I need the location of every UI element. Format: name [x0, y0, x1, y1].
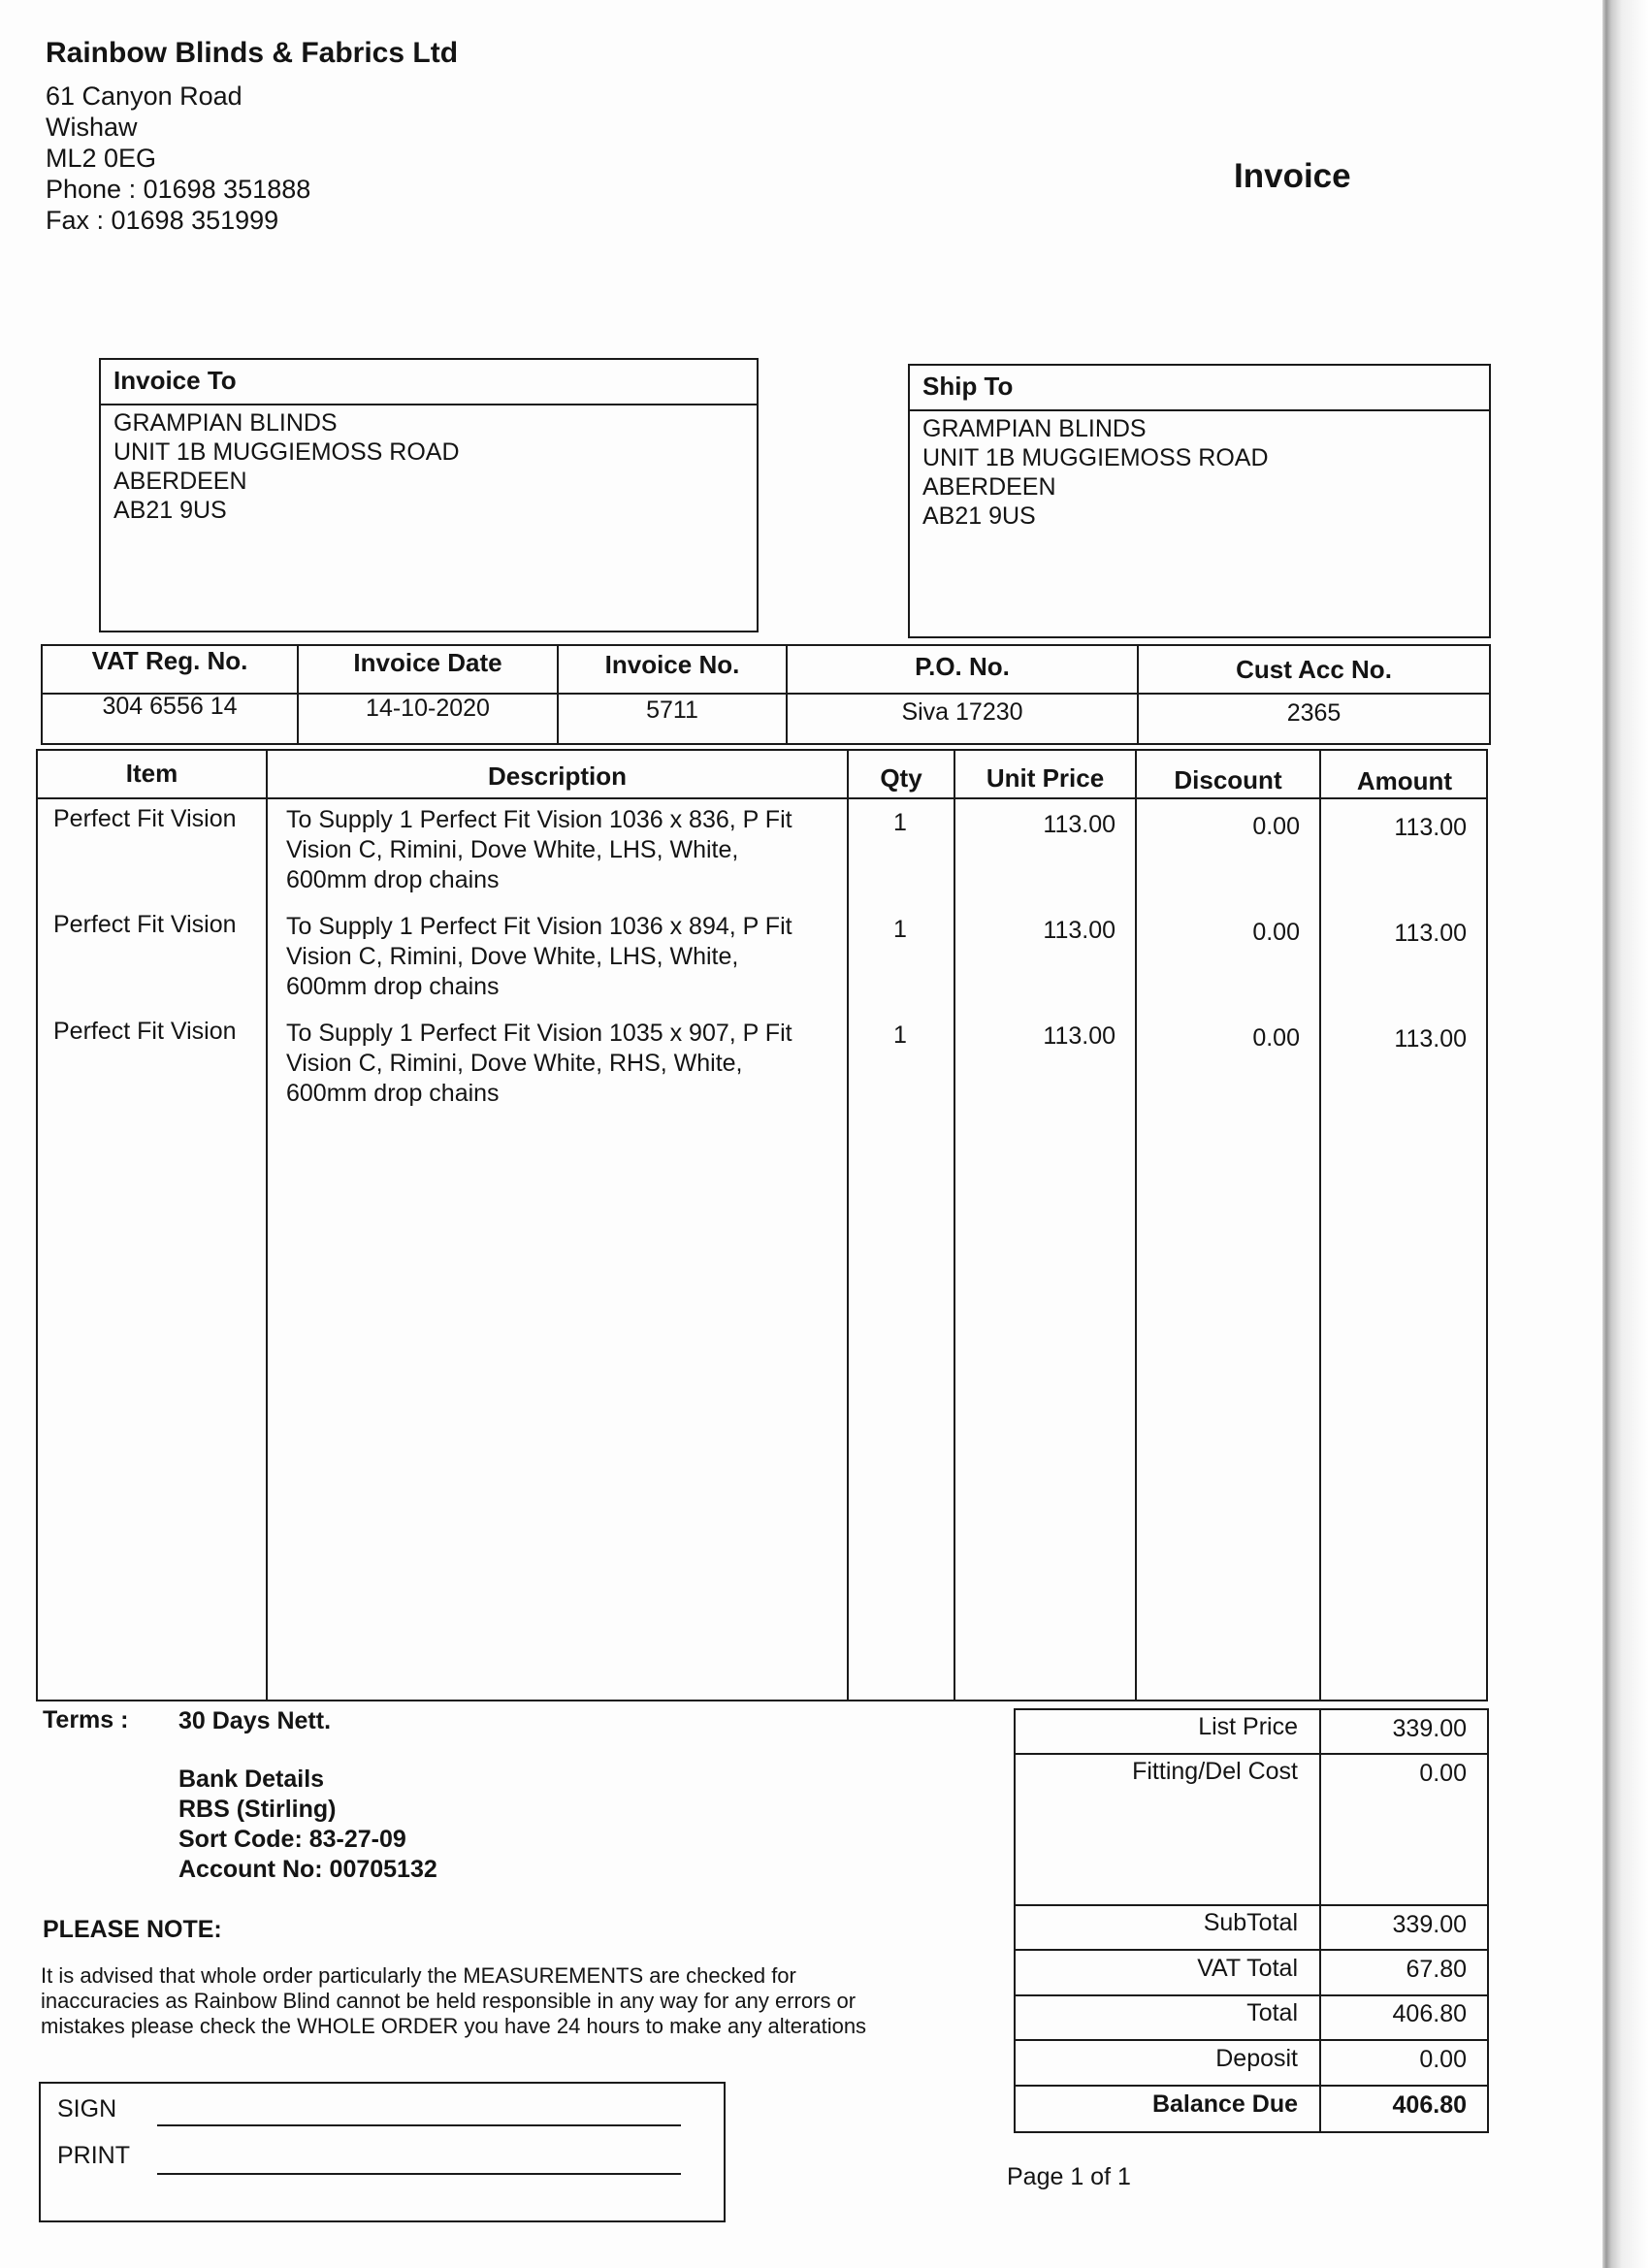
fitting-cost-value: 0.00 [1419, 1760, 1467, 1787]
row-qty: 1 [893, 1021, 907, 1049]
invoice-no-value: 5711 [646, 697, 698, 724]
invoice-to-heading: Invoice To [101, 360, 757, 405]
print-line[interactable] [157, 2173, 681, 2175]
account-number: Account No: 00705132 [178, 1856, 437, 1883]
bank-details-heading: Bank Details [178, 1766, 325, 1793]
print-label: PRINT [57, 2142, 130, 2169]
company-address-line: ML2 0EG [46, 144, 157, 173]
company-phone: Phone : 01698 351888 [46, 175, 311, 204]
unit-price-column-header: Unit Price [986, 763, 1105, 793]
ship-to-line: UNIT 1B MUGGIEMOSS ROAD [922, 444, 1269, 471]
row-item: Perfect Fit Vision [53, 805, 237, 832]
row-amount: 113.00 [1394, 814, 1467, 841]
row-unit-price: 113.00 [1043, 917, 1116, 944]
row-discount: 0.00 [1252, 1024, 1300, 1052]
invoice-date-value: 14-10-2020 [366, 695, 490, 722]
discount-column-header: Discount [1174, 765, 1282, 794]
vat-total-value: 67.80 [1406, 1956, 1467, 1983]
subtotal-value: 339.00 [1392, 1911, 1467, 1938]
invoice-to-line: ABERDEEN [113, 468, 247, 495]
company-fax: Fax : 01698 351999 [46, 206, 279, 235]
row-description [286, 1019, 792, 1109]
invoice-to-box [99, 358, 759, 632]
description-line: Vision C, Rimini, Dove White, RHS, White, [286, 1050, 743, 1077]
invoice-date-header: Invoice Date [353, 648, 502, 677]
scan-edge [1602, 0, 1649, 2268]
row-discount: 0.00 [1252, 919, 1300, 946]
po-no-value: Siva 17230 [901, 698, 1023, 726]
row-item: Perfect Fit Vision [53, 911, 237, 938]
sign-label: SIGN [57, 2095, 117, 2122]
deposit-value: 0.00 [1419, 2046, 1467, 2073]
description-line: 600mm drop chains [286, 973, 500, 1000]
sign-line[interactable] [157, 2124, 681, 2126]
note-line: inaccuracies as Rainbow Blind cannot be held responsible in any way for any errors or [41, 1989, 857, 2013]
sort-code: Sort Code: 83-27-09 [178, 1826, 406, 1853]
note-text [41, 1963, 866, 2039]
page-indicator: Page 1 of 1 [1007, 2163, 1131, 2190]
description-line: To Supply 1 Perfect Fit Vision 1035 x 907, P Fit [286, 1020, 792, 1047]
balance-due-value: 406.80 [1392, 2091, 1467, 2119]
vat-reg-header: VAT Reg. No. [91, 646, 248, 675]
balance-due-label: Balance Due [1151, 2090, 1298, 2118]
row-item: Perfect Fit Vision [53, 1018, 237, 1045]
ship-to-line: GRAMPIAN BLINDS [922, 415, 1147, 442]
terms-label: Terms : [43, 1706, 129, 1733]
qty-column-header: Qty [880, 763, 922, 793]
company-name: Rainbow Blinds & Fabrics Ltd [46, 37, 459, 69]
company-address-line: Wishaw [46, 113, 138, 142]
row-qty: 1 [893, 916, 907, 943]
invoice-to-line: GRAMPIAN BLINDS [113, 409, 338, 437]
terms-value: 30 Days Nett. [178, 1707, 332, 1734]
row-qty: 1 [893, 809, 907, 836]
list-price-label: List Price [1198, 1713, 1298, 1740]
amount-column-header: Amount [1356, 766, 1453, 795]
bank-name: RBS (Stirling) [178, 1796, 337, 1823]
signature-box [39, 2082, 726, 2222]
po-no-header: P.O. No. [915, 652, 1010, 681]
note-line: It is advised that whole order particularly the MEASUREMENTS are checked for [41, 1963, 796, 1988]
row-unit-price: 113.00 [1043, 1022, 1116, 1050]
deposit-label: Deposit [1215, 2045, 1298, 2072]
row-amount: 113.00 [1394, 920, 1467, 947]
total-label: Total [1246, 1999, 1298, 2026]
cust-acc-header: Cust Acc No. [1236, 655, 1392, 684]
please-note-heading: PLEASE NOTE: [43, 1916, 222, 1943]
document-title: Invoice [1234, 157, 1351, 195]
company-address-line: 61 Canyon Road [46, 81, 242, 111]
description-column-header: Description [487, 761, 628, 791]
vat-reg-value: 304 6556 14 [102, 693, 238, 720]
description-line: 600mm drop chains [286, 866, 500, 893]
item-column-header: Item [125, 759, 178, 788]
cust-acc-value: 2365 [1286, 699, 1342, 727]
invoice-no-header: Invoice No. [604, 650, 740, 679]
row-unit-price: 113.00 [1043, 811, 1116, 838]
description-line: Vision C, Rimini, Dove White, LHS, White, [286, 943, 739, 970]
invoice-to-line: UNIT 1B MUGGIEMOSS ROAD [113, 438, 460, 466]
total-value: 406.80 [1392, 2000, 1467, 2027]
description-line: To Supply 1 Perfect Fit Vision 1036 x 894, P Fit [286, 913, 792, 940]
ship-to-line: AB21 9US [922, 502, 1036, 530]
subtotal-label: SubTotal [1203, 1909, 1298, 1936]
note-line: mistakes please check the WHOLE ORDER you have 24 hours to make any alterations [41, 2014, 867, 2038]
row-description [286, 912, 792, 1002]
ship-to-line: ABERDEEN [922, 473, 1056, 501]
description-line: To Supply 1 Perfect Fit Vision 1036 x 836, P Fit [286, 806, 792, 833]
row-description [286, 805, 792, 895]
ship-to-box [908, 364, 1491, 638]
row-discount: 0.00 [1252, 813, 1300, 840]
vat-total-label: VAT Total [1197, 1955, 1298, 1982]
fitting-cost-label: Fitting/Del Cost [1132, 1758, 1298, 1785]
row-amount: 113.00 [1394, 1025, 1467, 1053]
description-line: 600mm drop chains [286, 1080, 500, 1107]
ship-to-heading: Ship To [910, 366, 1489, 411]
description-line: Vision C, Rimini, Dove White, LHS, White, [286, 836, 739, 863]
list-price-value: 339.00 [1392, 1715, 1467, 1742]
invoice-to-line: AB21 9US [113, 497, 227, 524]
